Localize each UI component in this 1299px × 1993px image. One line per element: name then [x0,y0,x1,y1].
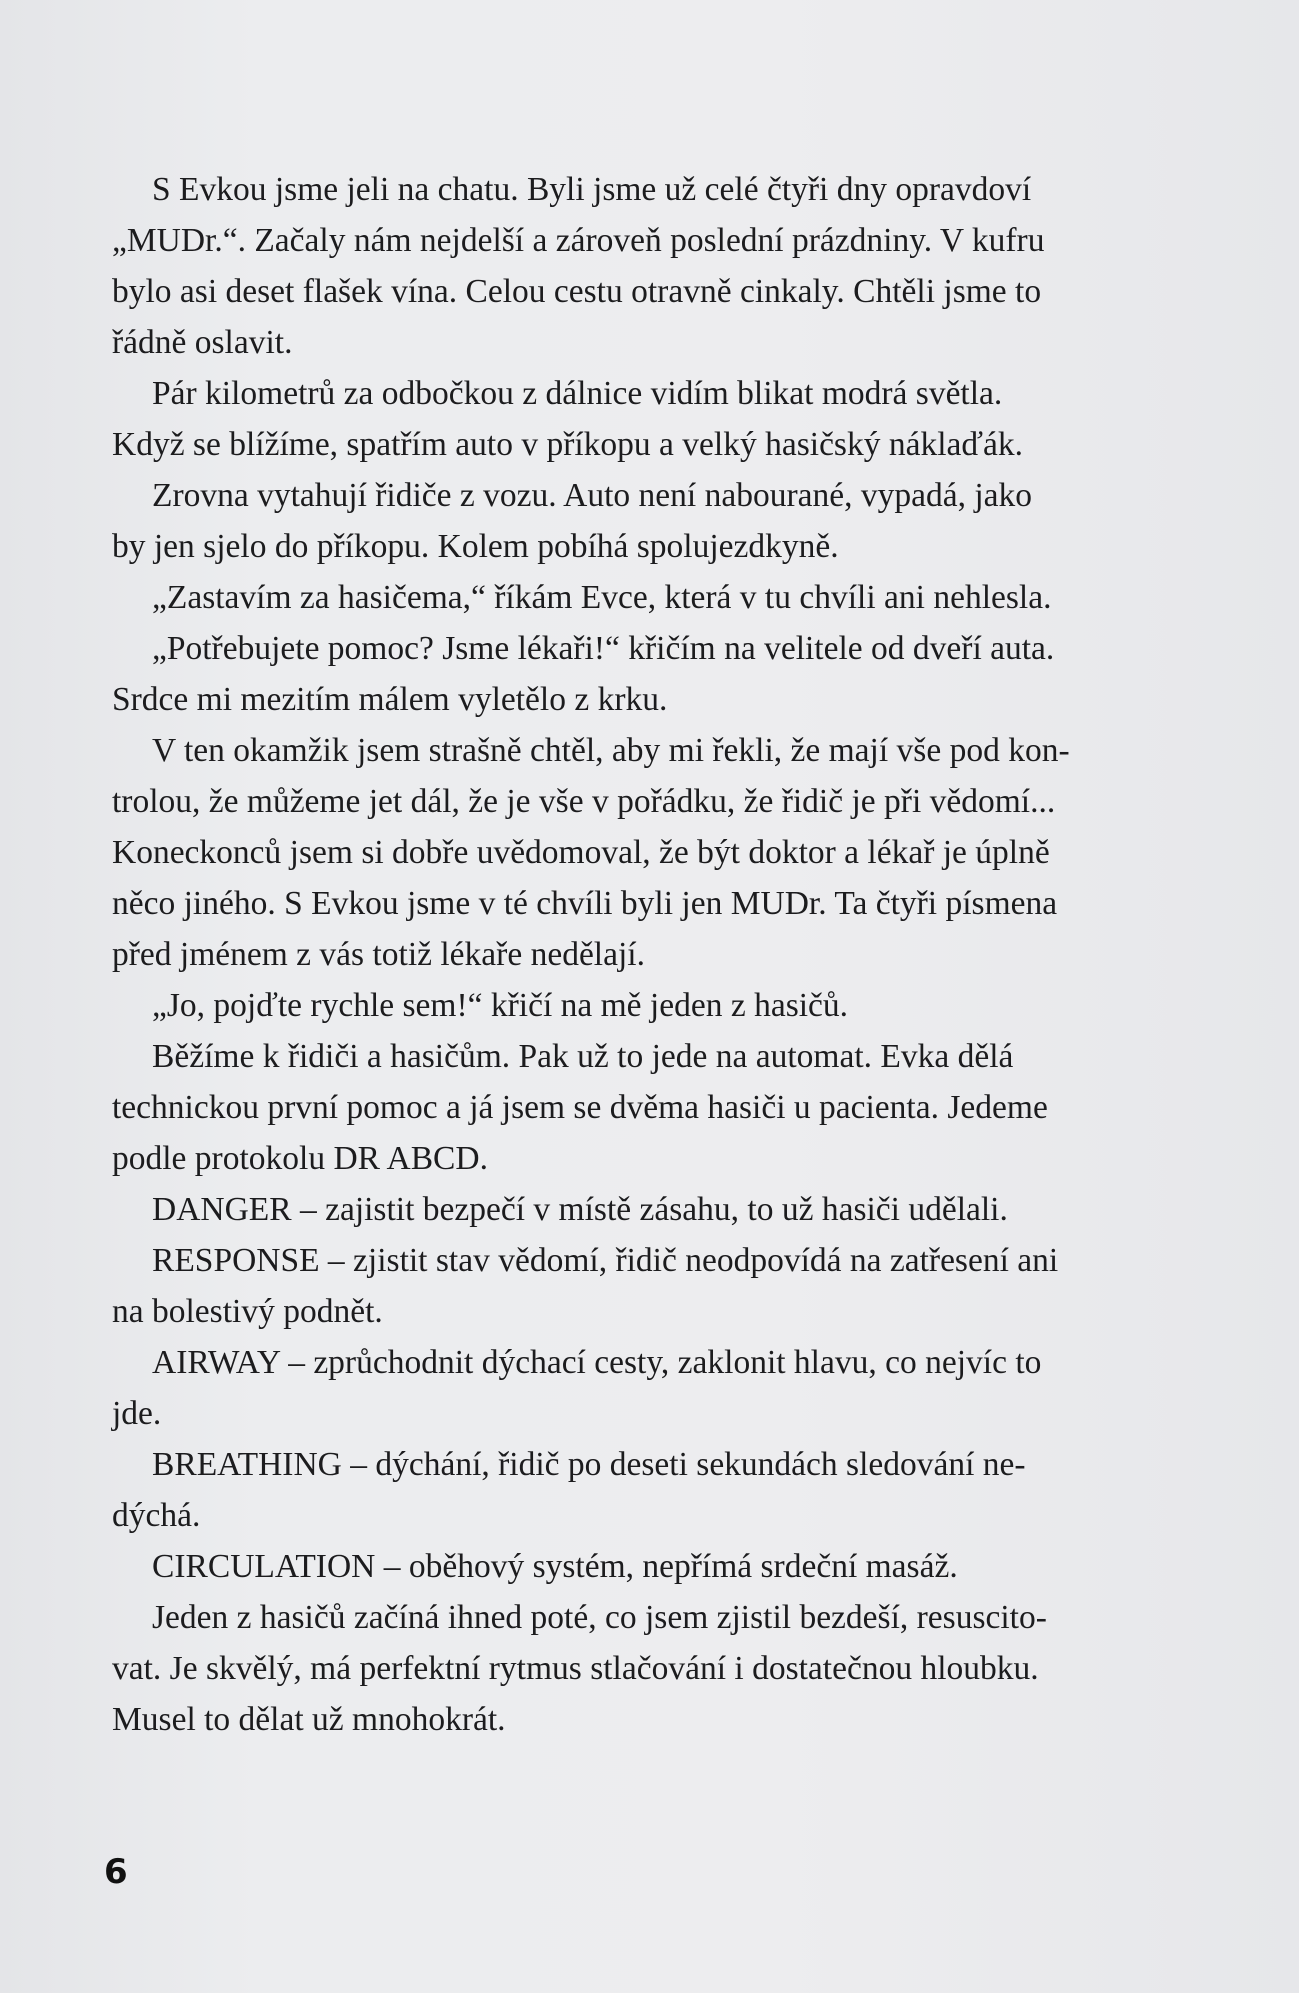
paragraph: S Evkou jsme jeli na chatu. Byli jsme už celé čtyři dny opravdoví „MUDr.“. Začaly nám nejdelší a zároveň poslední prázdniny. V kufru bylo asi deset flašek vína. Celou cestu otravně cinkaly. Chtěli jsme to řádně oslavit. [112,171,1045,361]
paragraph: AIRWAY – zprůchodnit dýchací cesty, zaklonit hlavu, co nejvíc to jde. [112,1344,1042,1432]
paragraph: Jeden z hasičů začíná ihned poté, co jsem zjistil bezdeší, resuscito- vat. Je skvělý, má perfektní rytmus stlačování i dostatečnou hloubku. Musel to dělat už mnohokrát. [112,1599,1047,1738]
paragraph: RESPONSE – zjistit stav vědomí, řidič neodpovídá na zatřesení ani na bolestivý podnět. [112,1242,1059,1330]
paragraph: „Jo, pojďte rychle sem!“ křičí na mě jeden z hasičů. [152,987,849,1024]
paragraph: „Zastavím za hasičema,“ říkám Evce, která v tu chvíli ani nehlesla. [152,579,1052,616]
paragraph: V ten okamžik jsem strašně chtěl, aby mi řekli, že mají vše pod kon- trolou, že můžeme jet dál, že je vše v pořádku, že řidič je při vědomí... Koneckonců jsem si dobře uvědomoval, že být doktor a lékař je úplně něco jiného. S Evkou jsme v té chvíli byli jen MUDr. Ta čtyři písmena před jménem z vás totiž lékaře nedělají. [112,732,1070,973]
paragraph: CIRCULATION – oběhový systém, nepřímá srdeční masáž. [152,1548,958,1585]
paragraph: „Potřebujete pomoc? Jsme lékaři!“ křičím na velitele od dveří auta. Srdce mi mezitím málem vyletělo z krku. [112,630,1055,718]
page-number: 6 [104,1852,128,1892]
body-text [112,164,1172,1745]
paragraph: Pár kilometrů za odbočkou z dálnice vidím blikat modrá světla. Když se blížíme, spatřím auto v příkopu a velký hasičský náklaďák. [112,375,1024,463]
paragraph: Běžíme k řidiči a hasičům. Pak už to jede na automat. Evka dělá technickou první pomoc a já jsem se dvěma hasiči u pacienta. Jedeme podle protokolu DR ABCD. [112,1038,1048,1177]
paragraph: Zrovna vytahují řidiče z vozu. Auto není nabourané, vypadá, jako by jen sjelo do příkopu. Kolem pobíhá spolujezdkyně. [112,477,1033,565]
paragraph: DANGER – zajistit bezpečí v místě zásahu, to už hasiči udělali. [152,1191,1008,1228]
paragraph: BREATHING – dýchání, řidič po deseti sekundách sledování ne- dýchá. [112,1446,1026,1534]
